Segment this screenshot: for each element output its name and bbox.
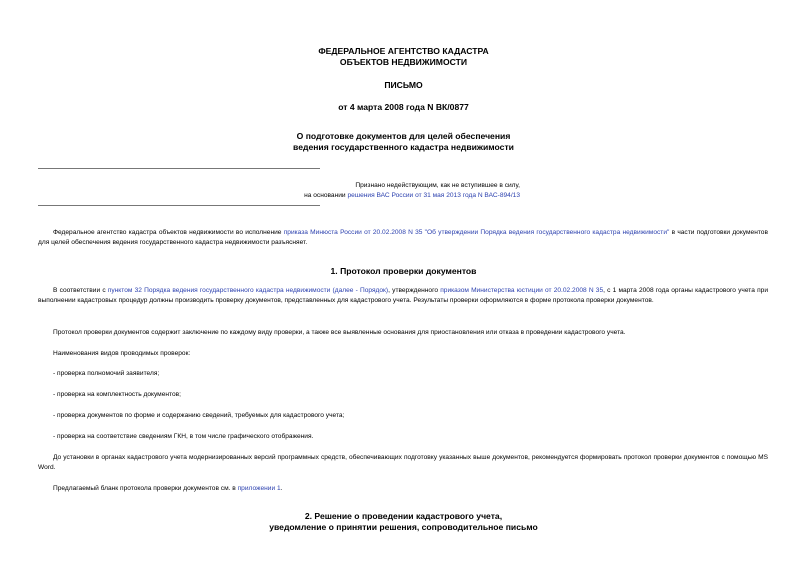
intro-paragraph xyxy=(38,228,768,247)
intro-prefix: Федеральное агентство кадастра объектов недвижимости во исполнение xyxy=(53,229,284,236)
clause-32-link[interactable]: пунктом 32 Порядка ведения государственного кадастра недвижимости (далее - Порядок) xyxy=(107,287,389,294)
appendix-1-link[interactable]: приложении 1 xyxy=(237,485,281,492)
court-decision-link[interactable]: решения ВАС России от 31 мая 2013 года N ВАС-894/13 xyxy=(347,192,520,199)
section1-paragraph2: Протокол проверки документов содержит заключение по каждому виду проверки, а также все выявленные основания для приостановления или отказа в проведении кадастрового учета. xyxy=(53,329,626,336)
section2-title-line2: уведомление о принятии решения, сопроводительное письмо xyxy=(269,522,538,532)
ministry-order-link[interactable]: приказом Министерства юстиции от 20.02.2008 N 35 xyxy=(440,287,604,294)
minjust-order-link[interactable]: приказа Минюста России от 20.02.2008 N 35 "Об утверждении Порядка ведения государственного кадастра недвижимости" xyxy=(283,229,670,236)
check-item-4: - проверка на соответствие сведениям ГКН, в том числе графического отображения. xyxy=(53,433,314,440)
section2-title-line1: 2. Решение о проведении кадастрового учета, xyxy=(304,511,503,521)
section1-paragraph1 xyxy=(38,286,768,305)
status-note-line1: Признано недействующим, как не вступившее в силу, xyxy=(355,182,520,189)
document-type: ПИСЬМО xyxy=(384,80,423,90)
check-item-1: - проверка полномочий заявителя; xyxy=(53,370,160,377)
section1-paragraph3: Наименования видов проводимых проверок: xyxy=(53,350,191,357)
s1p1-mid: , утвержденного xyxy=(388,287,441,294)
section1-paragraph5 xyxy=(38,484,768,494)
check-item-2: - проверка на комплектность документов; xyxy=(53,391,181,398)
section1-paragraph4: До установки в органах кадастрового учета модернизированных версий программных средств, обеспечивающих подготовку указанных выше документов, рекомендуется формировать протокол проверки документов с помощью MS Word. xyxy=(38,454,768,471)
s1p5-prefix: Предлагаемый бланк протокола проверки документов см. в xyxy=(53,485,238,492)
s1p1-suffix: , с 1 марта 2008 года органы кадастрового учета при выполнении кадастровых процедур должны производить проверку документов, представленных для кадастрового учета. Результаты проверки оформляются в форме протокола проверки документов. xyxy=(38,287,769,304)
s1p5-suffix: . xyxy=(280,485,283,492)
document-date-number: от 4 марта 2008 года N ВК/0877 xyxy=(338,102,469,112)
status-note-line2 xyxy=(200,191,520,201)
section1-title: 1. Протокол проверки документов xyxy=(330,266,477,276)
agency-name-line2: ОБЪЕКТОВ НЕДВИЖИМОСТИ xyxy=(339,57,468,67)
document-subject-line2: ведения государственного кадастра недвижимости xyxy=(293,142,514,152)
s1p1-prefix: В соответствии с xyxy=(53,287,108,294)
status-note-prefix: на основании xyxy=(304,192,348,199)
agency-name-line1: ФЕДЕРАЛЬНОЕ АГЕНТСТВО КАДАСТРА xyxy=(318,46,489,56)
document-subject-line1: О подготовке документов для целей обеспечения xyxy=(296,131,511,141)
check-item-3: - проверка документов по форме и содержанию сведений, требуемых для кадастрового учета; xyxy=(53,412,345,419)
divider-top xyxy=(38,168,320,169)
intro-suffix: в части подготовки документов для целей обеспечения ведения государственного кадастра недвижимости разъясняет. xyxy=(38,229,768,246)
divider-bottom xyxy=(38,205,320,206)
